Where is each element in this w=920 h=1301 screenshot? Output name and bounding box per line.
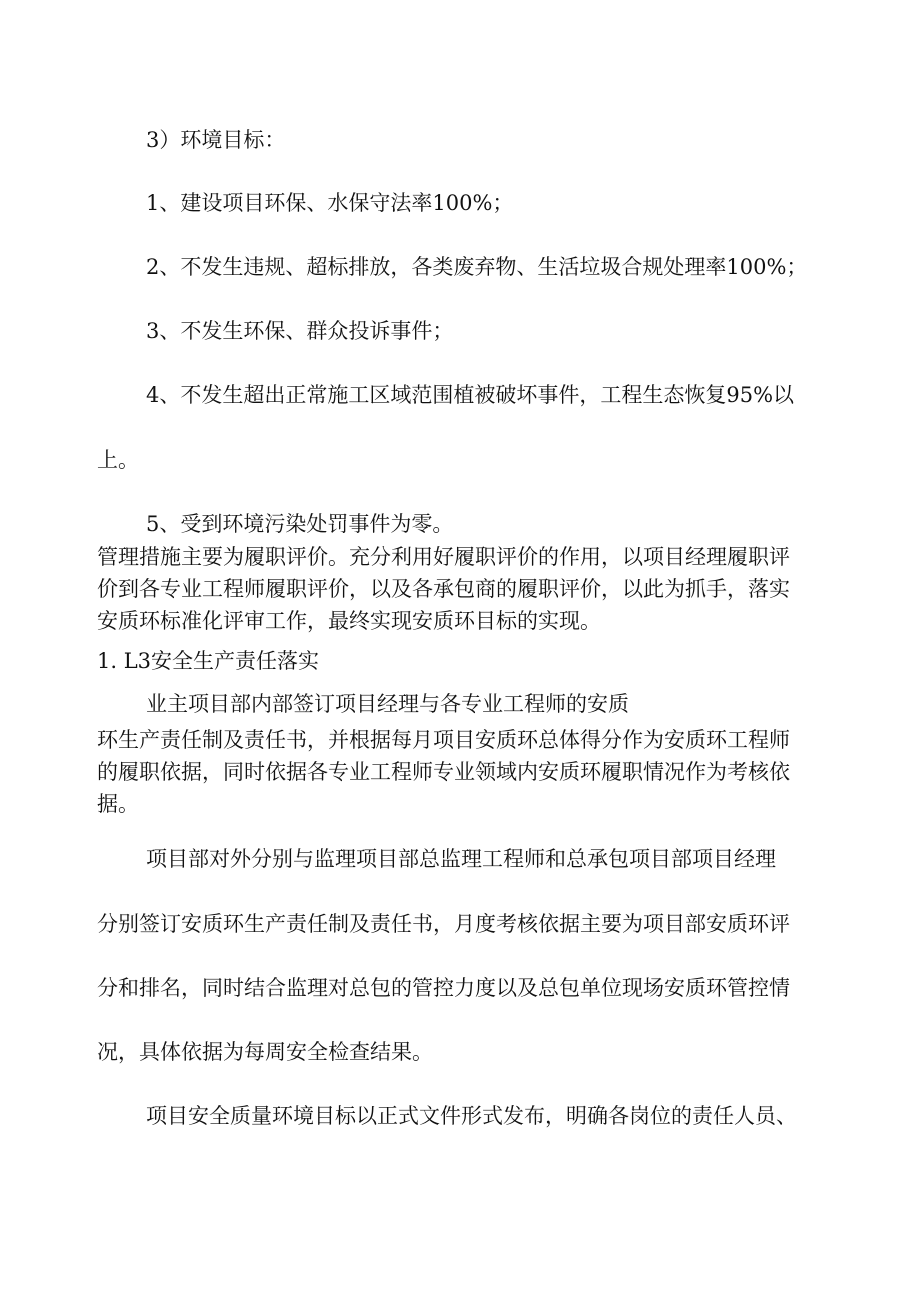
- goal-item-4-continuation: 上。: [97, 448, 139, 472]
- final-paragraph-line-1: 项目安全质量环境目标以正式文件形式发布，明确各岗位的责任人员、: [146, 1104, 797, 1128]
- goal-item-5: 5、受到环境污染处罚事件为零。: [146, 512, 454, 536]
- owner-paragraph-line-2: 环生产责任制及责任书，并根据每月项目安质环总体得分作为安质环工程师: [97, 728, 790, 752]
- owner-paragraph-line-3: 的履职依据，同时依据各专业工程师专业领域内安质环履职情况作为考核依: [97, 760, 790, 784]
- owner-paragraph-line-4: 据。: [97, 792, 139, 816]
- external-paragraph-line-2: 分别签订安质环生产责任制及责任书，月度考核依据主要为项目部安质环评: [97, 912, 790, 936]
- external-paragraph-line-1: 项目部对外分别与监理项目部总监理工程师和总承包项目部项目经理: [146, 847, 776, 871]
- env-goal-heading: 3）环境目标：: [146, 128, 286, 152]
- goal-item-4: 4、不发生超出正常施工区域范围植被破坏事件，工程生态恢复95%以: [146, 383, 795, 407]
- management-paragraph-line-3: 安质环标准化评审工作，最终实现安质环目标的实现。: [97, 609, 601, 633]
- external-paragraph-line-3: 分和排名，同时结合监理对总包的管控力度以及总包单位现场安质环管控情: [97, 976, 790, 1000]
- management-paragraph-line-1: 管理措施主要为履职评价。充分利用好履职评价的作用，以项目经理履职评: [97, 545, 790, 569]
- owner-paragraph-line-1: 业主项目部内部签订项目经理与各专业工程师的安质: [146, 692, 629, 716]
- goal-item-2: 2、不发生违规、超标排放，各类废弃物、生活垃圾合规处理率100%；: [146, 255, 808, 279]
- external-paragraph-line-4: 况，具体依据为每周安全检查结果。: [97, 1040, 433, 1064]
- goal-item-1: 1、建设项目环保、水保守法率100%；: [146, 191, 514, 215]
- section-heading: 1. L3安全生产责任落实: [97, 649, 320, 673]
- goal-item-3: 3、不发生环保、群众投诉事件；: [146, 319, 454, 343]
- management-paragraph-line-2: 价到各专业工程师履职评价，以及各承包商的履职评价，以此为抓手，落实: [97, 577, 790, 601]
